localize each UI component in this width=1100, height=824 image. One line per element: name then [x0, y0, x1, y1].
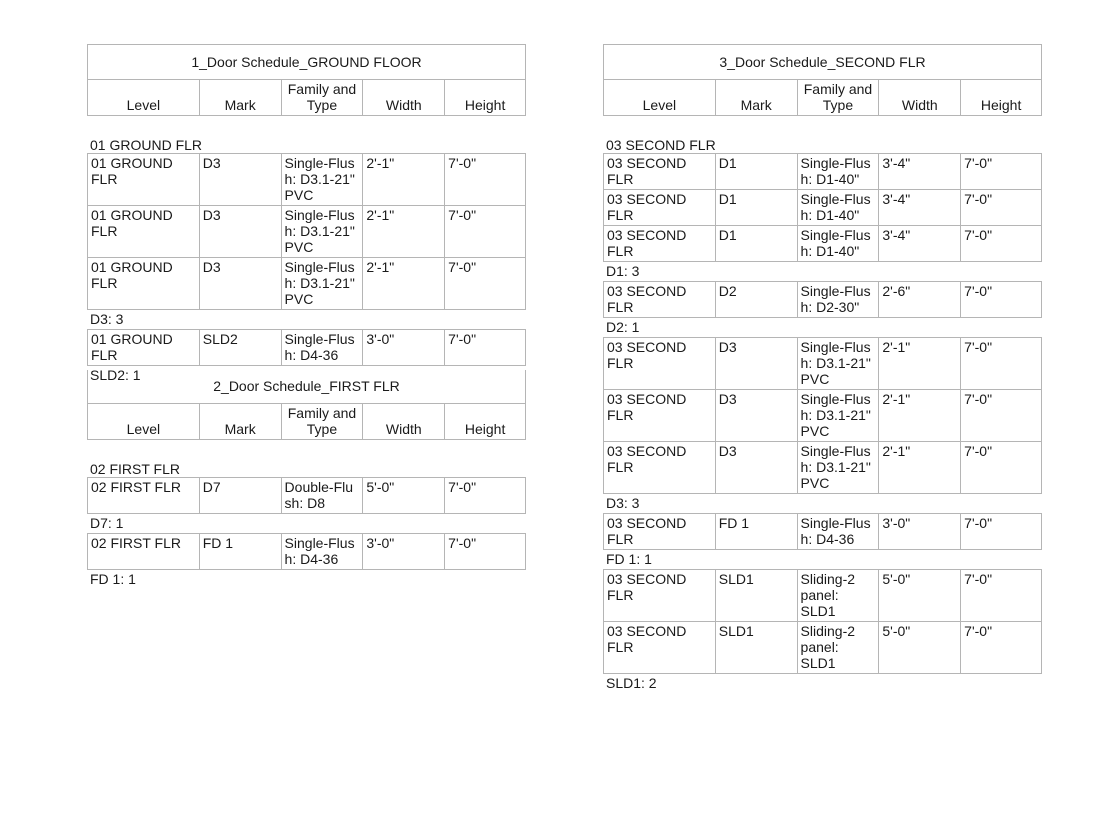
- cell-family-type: Single-Flus h: D3.1-21" PVC: [281, 154, 363, 205]
- table-row: [604, 189, 1041, 225]
- header-level: Level: [126, 97, 161, 113]
- header-mark: Mark: [199, 80, 281, 115]
- schedule-ground-floor: [87, 44, 526, 385]
- cell-width: 3'-0": [362, 330, 444, 365]
- cell-mark: D1: [715, 226, 797, 261]
- cell-width: 5'-0": [878, 570, 960, 621]
- group-count: FD 1: 1: [90, 571, 136, 587]
- table-row: [88, 205, 525, 257]
- cell-height: 7'-0": [960, 282, 1041, 317]
- cell-family-type: Single-Flus h: D3.1-21" PVC: [797, 390, 879, 441]
- cell-level: 03 SECOND FLR: [607, 155, 687, 187]
- schedule-block: [603, 281, 1042, 318]
- cell-mark: D1: [715, 190, 797, 225]
- schedule-block: [603, 513, 1042, 550]
- cell-height: 7'-0": [960, 570, 1041, 621]
- column-headers: [88, 404, 525, 439]
- header-level: Level: [126, 421, 161, 437]
- cell-mark: D3: [199, 206, 281, 257]
- header-width: Width: [362, 404, 444, 439]
- cell-mark: FD 1: [715, 514, 797, 549]
- header-height: Height: [960, 80, 1041, 115]
- group-count: D3: 3: [606, 495, 640, 511]
- cell-mark: D7: [199, 478, 281, 513]
- cell-level: 03 SECOND FLR: [607, 339, 687, 371]
- group-count: D7: 1: [90, 515, 124, 531]
- table-row: [604, 514, 1041, 549]
- group-count: SLD2: 1: [90, 367, 141, 383]
- cell-level: 01 GROUND FLR: [91, 155, 173, 187]
- cell-family-type: Single-Flus h: D1-40": [797, 226, 879, 261]
- table-row: [604, 282, 1041, 317]
- cell-width: 5'-0": [878, 622, 960, 673]
- header-height: Height: [444, 404, 525, 439]
- schedule-first-floor: [87, 370, 526, 589]
- cell-mark: D3: [199, 258, 281, 309]
- schedule-header-frame: [603, 44, 1042, 116]
- cell-width: 3'-4": [878, 226, 960, 261]
- cell-height: 7'-0": [960, 154, 1041, 189]
- cell-mark: D3: [199, 154, 281, 205]
- cell-level: 02 FIRST FLR: [91, 535, 181, 551]
- cell-level: 03 SECOND FLR: [607, 227, 687, 259]
- header-height: Height: [444, 80, 525, 115]
- cell-width: 3'-0": [878, 514, 960, 549]
- group-label: 03 SECOND FLR: [606, 137, 716, 153]
- table-row: [604, 621, 1041, 673]
- cell-family-type: Single-Flus h: D1-40": [797, 190, 879, 225]
- schedule-block: [87, 477, 526, 514]
- column-headers: [88, 80, 525, 115]
- cell-height: 7'-0": [444, 478, 525, 513]
- schedule-body: [603, 153, 1042, 693]
- cell-level: 01 GROUND FLR: [91, 259, 173, 291]
- cell-width: 2'-1": [362, 206, 444, 257]
- schedule-block: [603, 569, 1042, 674]
- cell-height: 7'-0": [444, 258, 525, 309]
- group-count: D2: 1: [606, 319, 640, 335]
- schedule-title: 1_Door Schedule_GROUND FLOOR: [88, 45, 525, 80]
- header-mark: Mark: [715, 80, 797, 115]
- cell-family-type: Single-Flus h: D3.1-21" PVC: [797, 442, 879, 493]
- header-width: Width: [362, 80, 444, 115]
- cell-family-type: Single-Flus h: D3.1-21" PVC: [281, 258, 363, 309]
- cell-height: 7'-0": [960, 226, 1041, 261]
- table-row: [604, 338, 1041, 389]
- header-width: Width: [878, 80, 960, 115]
- cell-height: 7'-0": [444, 206, 525, 257]
- table-row: [604, 225, 1041, 261]
- cell-height: 7'-0": [960, 514, 1041, 549]
- schedule-header-frame: [87, 44, 526, 116]
- group-count: D1: 3: [606, 263, 640, 279]
- table-row: [604, 389, 1041, 441]
- cell-height: 7'-0": [960, 442, 1041, 493]
- schedule-block: [603, 337, 1042, 494]
- cell-mark: SLD1: [715, 622, 797, 673]
- group-count: SLD1: 2: [606, 675, 657, 691]
- cell-width: 2'-1": [878, 442, 960, 493]
- group-label: 01 GROUND FLR: [90, 137, 203, 153]
- cell-height: 7'-0": [444, 534, 525, 569]
- header-family-type: Family and Type: [281, 80, 363, 115]
- table-row: [88, 478, 525, 513]
- header-level: Level: [642, 97, 677, 113]
- header-mark: Mark: [199, 404, 281, 439]
- cell-width: 5'-0": [362, 478, 444, 513]
- schedule-block: [87, 533, 526, 570]
- table-row: [604, 154, 1041, 189]
- cell-height: 7'-0": [960, 338, 1041, 389]
- cell-level: 03 SECOND FLR: [607, 191, 687, 223]
- cell-mark: D1: [715, 154, 797, 189]
- schedule-second-floor: [603, 44, 1042, 693]
- schedule-body: [87, 477, 526, 589]
- schedule-title: 2_Door Schedule_FIRST FLR: [88, 370, 525, 404]
- schedule-title: 3_Door Schedule_SECOND FLR: [604, 45, 1041, 80]
- cell-level: 03 SECOND FLR: [607, 283, 687, 315]
- schedule-block: [87, 329, 526, 366]
- schedule-block: [87, 153, 526, 310]
- table-row: [88, 330, 525, 365]
- schedule-header-frame: [87, 370, 526, 440]
- cell-family-type: Single-Flus h: D2-30": [797, 282, 879, 317]
- header-family-type: Family and Type: [797, 80, 879, 115]
- cell-height: 7'-0": [960, 190, 1041, 225]
- cell-mark: SLD2: [199, 330, 281, 365]
- cell-family-type: Single-Flus h: D4-36: [797, 514, 879, 549]
- cell-width: 2'-1": [362, 258, 444, 309]
- header-family-type: Family and Type: [281, 404, 363, 439]
- cell-width: 2'-1": [362, 154, 444, 205]
- group-count: FD 1: 1: [606, 551, 652, 567]
- cell-width: 2'-1": [878, 338, 960, 389]
- cell-level: 03 SECOND FLR: [607, 623, 687, 655]
- cell-height: 7'-0": [960, 622, 1041, 673]
- cell-family-type: Single-Flus h: D1-40": [797, 154, 879, 189]
- column-headers: [604, 80, 1041, 115]
- cell-mark: SLD1: [715, 570, 797, 621]
- cell-level: 03 SECOND FLR: [607, 391, 687, 423]
- cell-level: 03 SECOND FLR: [607, 571, 687, 603]
- cell-width: 3'-0": [362, 534, 444, 569]
- cell-height: 7'-0": [444, 330, 525, 365]
- cell-mark: D3: [715, 390, 797, 441]
- cell-family-type: Single-Flus h: D4-36: [281, 534, 363, 569]
- cell-family-type: Single-Flus h: D4-36: [281, 330, 363, 365]
- cell-width: 3'-4": [878, 190, 960, 225]
- cell-family-type: Single-Flus h: D3.1-21" PVC: [281, 206, 363, 257]
- cell-height: 7'-0": [960, 390, 1041, 441]
- table-row: [88, 534, 525, 569]
- group-count: D3: 3: [90, 311, 124, 327]
- cell-mark: D3: [715, 442, 797, 493]
- cell-level: 01 GROUND FLR: [91, 331, 173, 363]
- cell-width: 2'-1": [878, 390, 960, 441]
- cell-level: 02 FIRST FLR: [91, 479, 181, 495]
- table-row: [604, 570, 1041, 621]
- cell-family-type: Single-Flus h: D3.1-21" PVC: [797, 338, 879, 389]
- cell-height: 7'-0": [444, 154, 525, 205]
- cell-mark: D3: [715, 338, 797, 389]
- schedule-body: [87, 153, 526, 385]
- cell-family-type: Double-Flu sh: D8: [281, 478, 363, 513]
- cell-level: 01 GROUND FLR: [91, 207, 173, 239]
- cell-mark: D2: [715, 282, 797, 317]
- cell-family-type: Sliding-2 panel: SLD1: [797, 570, 879, 621]
- cell-family-type: Sliding-2 panel: SLD1: [797, 622, 879, 673]
- cell-level: 03 SECOND FLR: [607, 443, 687, 475]
- cell-width: 3'-4": [878, 154, 960, 189]
- cell-width: 2'-6": [878, 282, 960, 317]
- table-row: [88, 257, 525, 309]
- table-row: [604, 441, 1041, 493]
- group-label: 02 FIRST FLR: [90, 461, 180, 477]
- table-row: [88, 154, 525, 205]
- cell-mark: FD 1: [199, 534, 281, 569]
- cell-level: 03 SECOND FLR: [607, 515, 687, 547]
- schedule-block: [603, 153, 1042, 262]
